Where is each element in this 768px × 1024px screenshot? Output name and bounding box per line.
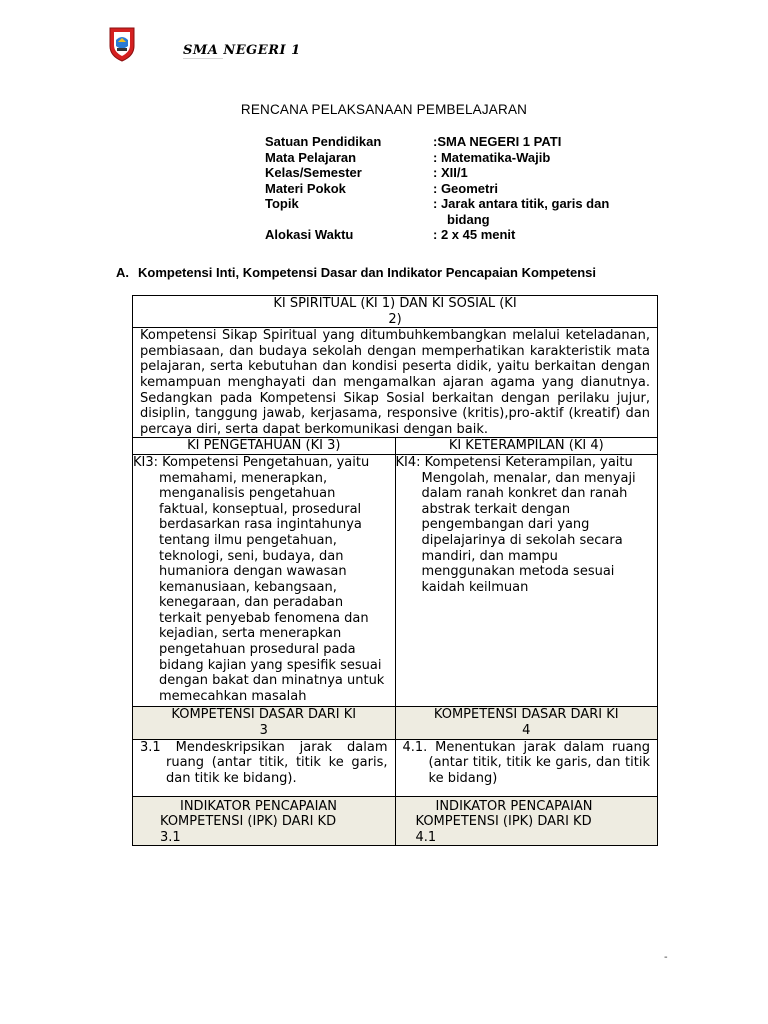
ki4-header: KI KETERAMPILAN (KI 4) (395, 438, 658, 455)
meta-row-alokasi (265, 227, 645, 243)
header-line: 3.1 (160, 829, 181, 845)
meta-label: Topik (265, 196, 299, 211)
header-line: 4.1 (415, 829, 437, 845)
meta-value: : Matematika-Wajib (433, 149, 551, 165)
ki-spiritual-text: Kompetensi Sikap Spiritual yang ditumbuhkembangkan melalui keteladanan, pembiasaan, dan budaya sekolah dengan memperhatikan karakteristik mata pelajaran, serta kebutuhan dan kondisi peserta didik, yaitu berkaitan dengan kemampuan menghayati dan mengamalkan ajaran agama yang dianutnya. Sedangkan pada Kompetensi Sikap Sosial berkaitan dengan perilaku jujur, disiplin, tanggung jawab, kerjasama, responsive (kritis),pro-aktif (kreatif) dan percaya diri, serta dapat berkomunikasi dengan baik. (133, 328, 658, 438)
kd41-text: 4.1. Menentukan jarak dalam ruang (antar titik, titik ke garis, dan titik ke bidang) (402, 739, 650, 786)
meta-row-mapel (265, 150, 645, 166)
competency-table (132, 295, 658, 846)
header-line: KOMPETENSI DASAR DARI KI (433, 707, 619, 723)
kd31-text: 3.1 Mendeskripsikan jarak dalam ruang (antar titik, titik ke garis, dan titik ke bidang). (140, 739, 388, 786)
meta-row-satuan (265, 134, 645, 150)
footer-dash: - (664, 952, 668, 963)
table-row (133, 328, 658, 438)
section-letter: A. (116, 265, 129, 280)
meta-value: :SMA NEGERI 1 PATI (433, 134, 562, 149)
ipk4-header (395, 796, 658, 846)
meta-value: : 2 x 45 menit (433, 227, 516, 242)
ki3-text: KI3: Kompetensi Pengetahuan, yaitu memahami, menerapkan, menganalisis pengetahuan faktual, konseptual, prosedural berdasarkan rasa ingintahunya tentang ilmu pengetahuan, teknologi, seni, budaya, dan humaniora dengan wawasan kemanusiaan, kebangsaan, kenegaraan, dan peradaban terkait penyebab fenomena dan kejadian, serta menerapkan pengetahuan prosedural pada bidang kajian yang spesifik sesuai dengan bakat dan minatnya untuk memecahkan masalah (133, 454, 396, 707)
meta-value-continuation: bidang (447, 211, 490, 227)
table-row (133, 707, 658, 739)
school-name-underline (183, 58, 223, 63)
header-line: 2) (388, 311, 402, 327)
header-line: KOMPETENSI DASAR DARI KI (171, 707, 357, 723)
table-row (133, 438, 658, 455)
meta-label: Mata Pelajaran (265, 149, 357, 165)
header-line: KI SPIRITUAL (KI 1) DAN KI SOSIAL (KI (273, 296, 517, 311)
school-name: SMA NEGERI 1 (183, 43, 301, 58)
header-line: KOMPETENSI (IPK) DARI KD (415, 814, 592, 830)
kd41-cell (395, 739, 658, 796)
ki4-text: KI4: Kompetensi Keterampilan, yaitu Mengolah, menalar, dan menyaji dalam ranah konkret dan ranah abstrak terkait dengan pengembangan dari yang dipelajarinya di sekolah secara mandiri, dan mampu menggunakan metoda sesuai kaidah keilmuan (395, 454, 658, 707)
document-title: RENCANA PELAKSANAAN PEMBELAJARAN (240, 102, 528, 117)
ki-spiritual-header (133, 296, 658, 328)
section-title-text: Kompetensi Inti, Kompetensi Dasar dan Indikator Pencapaian Kompetensi (138, 265, 596, 280)
meta-value: : Geometri (433, 180, 499, 196)
header-line: INDIKATOR PENCAPAIAN (435, 798, 593, 814)
meta-row-topik (265, 196, 645, 227)
lesson-meta (265, 134, 645, 243)
section-heading (116, 265, 596, 280)
table-row (133, 739, 658, 796)
header-line: KOMPETENSI (IPK) DARI KD (160, 814, 337, 830)
header-line: 3 (259, 723, 268, 739)
ki3-header: KI PENGETAHUAN (KI 3) (133, 438, 396, 455)
school-logo-icon (108, 26, 136, 62)
meta-label: Kelas/Semester (265, 165, 362, 180)
kd4-header (395, 707, 658, 739)
kd31-cell (133, 739, 396, 796)
meta-value: : XII/1 (433, 165, 468, 180)
meta-label: Alokasi Waktu (265, 227, 354, 242)
meta-value-line: : Jarak antara titik, garis dan (433, 196, 610, 211)
meta-label: Materi Pokok (265, 180, 346, 196)
meta-row-kelas (265, 165, 645, 181)
kd3-header (133, 707, 396, 739)
meta-label: Satuan Pendidikan (265, 134, 382, 149)
table-row (133, 296, 658, 328)
meta-row-materi (265, 181, 645, 197)
ipk3-header (133, 796, 396, 846)
header-line: 4 (522, 723, 531, 739)
header-line: INDIKATOR PENCAPAIAN (180, 798, 338, 814)
table-row (133, 796, 658, 846)
table-row (133, 454, 658, 707)
meta-value (433, 196, 645, 227)
